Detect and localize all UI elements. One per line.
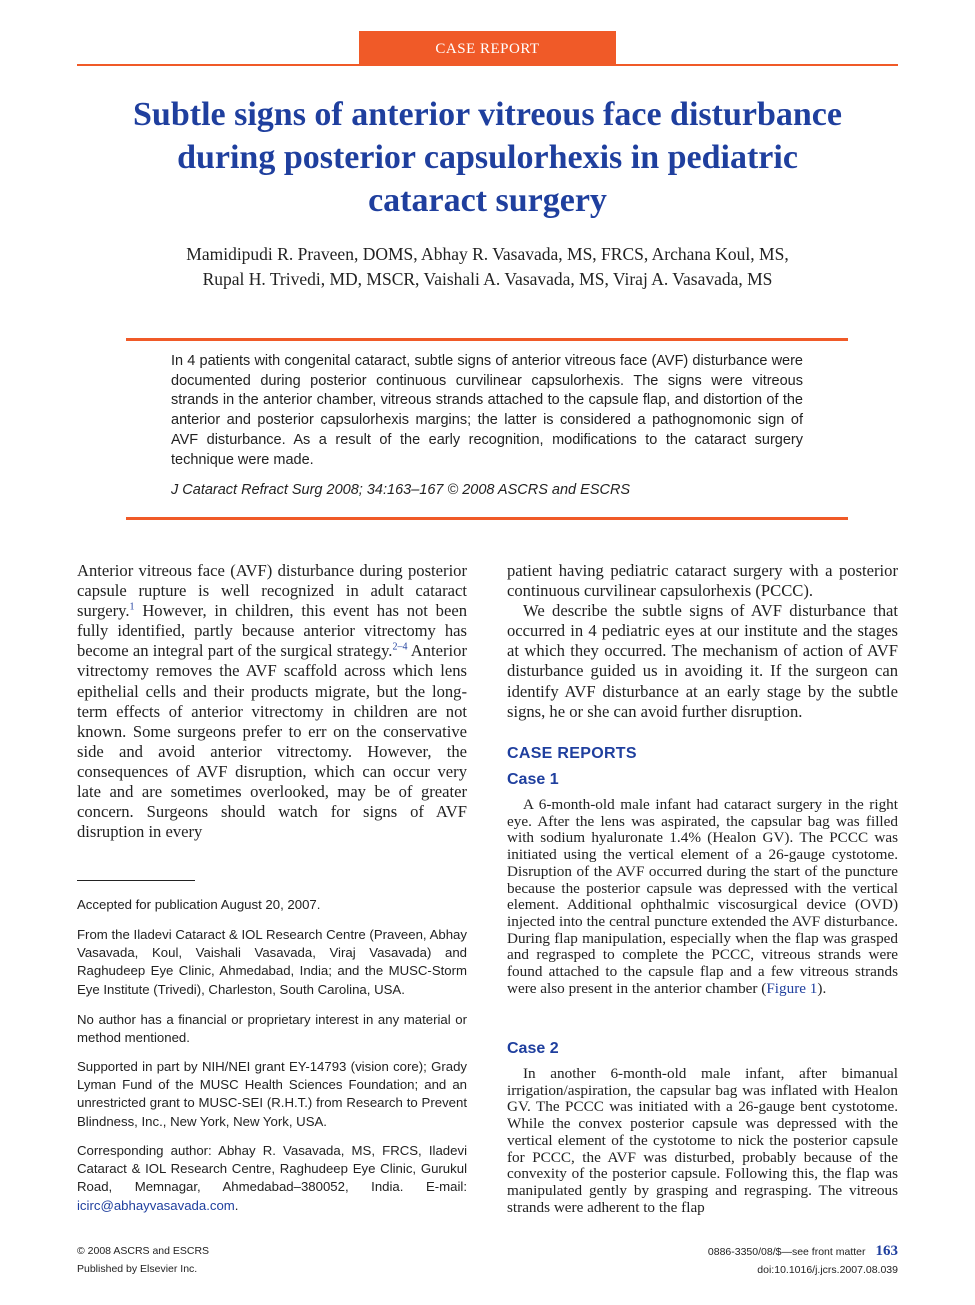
case1-text [507,797,898,997]
title-line: cataract surgery [368,182,607,219]
authors-line: Rupal H. Trivedi, MD, MSCR, Vaishali A. Vasavada, MS, Viraj A. Vasavada, MS [202,269,773,289]
author-list [90,242,885,292]
body-text: However, in children, this event has not been fully identified, partly because anterior vitrectomy has become an integral part of the surgical strategy. [77,601,467,661]
footnote-accepted: Accepted for publication August 20, 2007. [77,897,321,912]
header-rule [77,64,898,66]
title-line: Subtle signs of anterior vitreous face disturbance [133,96,842,133]
abstract-text: In 4 patients with congenital cataract, subtle signs of anterior vitreous face (AVF) disturbance were documented during posterior continuous curvilinear capsulorhexis. The signs were vitreous strands in the anterior chamber, vitreous strands attached to the capsule flap, and distortion of the anterior and posterior capsulorhexis margins; the latter is considered a pathognomonic sign of AVF disturbance. As a result of the early recognition, modifications to the cataract surgery technique were made. [171,353,803,468]
case1-end: ). [817,979,827,997]
correspondence-text: Corresponding author: Abhay R. Vasavada, MS, FRCS, Iladevi Cataract & IOL Research Centre, Raghudeep Eye Clinic, Gurukul Road, Memnagar, Ahmedabad–380052, India. E-mail: [77,1143,467,1195]
footer-right [708,1242,898,1279]
footnote-interest: No author has a financial or proprietary interest in any material or method mentioned. [77,1012,467,1046]
abstract-top-rule [126,338,848,341]
authors-line: Mamidipudi R. Praveen, DOMS, Abhay R. Vasavada, MS, FRCS, Archana Koul, MS, [186,244,789,264]
body-text: Anterior vitrectomy removes the AVF scaffold across which lens epithelial cells and their products migrate, but the long-term effects of anterior vitrectomy in children are not known. Some surgeons prefer to err on the conservative side and avoid anterior vitrectomy. However, the consequences of AVF disruption, which can occur very late and are sometimes overlooked, may be of greater concern. Surgeons should watch for signs of AVF disruption in every [77,641,467,842]
email-link[interactable]: icirc@abhayvasavada.com [77,1197,235,1213]
page-number: 163 [875,1243,898,1259]
footnote-support: Supported in part by NIH/NEI grant EY-14793 (vision core); Grady Lyman Fund of the MUSC Health Sciences Foundation; and an unrestricted grant to MUSC-SEI (R.H.T.) from Research to Prevent Blindness, Inc., New York, New York, USA. [77,1059,467,1129]
case1-body: A 6-month-old male infant had cataract surgery in the right eye. After the lens was aspirated, the capsular bag was filled with sodium hyaluronate 1.4% (Healon GV). The PCCC was initiated using the vertical element of a 26-gauge cystotome. Disruption of the AVF occurred during the start of the puncture because the posterior capsule was depressed with the vertical element. Additional ophthalmic viscosurgical device (OVD) injected into the central puncture extended the AVF disturbance. During flap manipulation, especially when the flap was grasped and regrasped to complete the PCCC, vitreous strands were found attached to the capsule flap and a few vitreous strands were also present in the anterior chamber ( [507,796,898,997]
case-reports-heading: CASE REPORTS [507,745,637,762]
correspondence-end: . [234,1197,239,1213]
abstract-citation: J Cataract Refract Surg 2008; 34:163–167 © 2008 ASCRS and ESCRS [171,482,631,498]
abstract-bottom-rule [126,517,848,520]
case2-heading: Case 2 [507,1040,559,1057]
footer-publisher: Published by Elsevier Inc. [77,1263,198,1275]
body-paragraph: patient having pediatric cataract surgery with a posterior continuous curvilinear capsulorhexis (PCCC). [507,561,898,601]
reference-link[interactable]: 2–4 [392,641,408,653]
footnote-rule [77,880,195,881]
right-column-intro [507,561,898,722]
reference-link[interactable]: 1 [129,601,135,613]
title-line: during posterior capsulorhexis in pediatric [177,139,798,176]
case1-heading: Case 1 [507,771,559,788]
article-title [60,93,915,222]
body-paragraph: We describe the subtle signs of AVF disturbance that occurred in 4 pediatric eyes at our institute and the stages at which they occurred. The mechanism of action of AVF disturbance guided us in avoiding it. If the surgeon can identify AVF disturbance at an early stage by the subtle signs, he or she can avoid further disruption. [507,601,898,721]
left-column-body [77,561,467,842]
footer-left [77,1242,209,1278]
footer-issn: 0886-3350/08/$—see front matter [707,1246,866,1258]
footnote-correspondence [77,1142,467,1215]
figure1-link[interactable]: Figure 1 [766,979,818,997]
footnote-affiliation: From the Iladevi Cataract & IOL Research Centre (Praveen, Abhay Vasavada, Koul, Vaishali Vasavada, Viraj Vasavada) and Raghudeep Eye Clinic, Ahmedabad, India; and the MUSC-Storm Eye Institute (Trivedi), Charleston, South Carolina, USA. [77,927,467,997]
body-text: Anterior vitreous face (AVF) disturbance during posterior capsule rupture is well recognized in adult cataract surgery. [77,561,467,621]
case2-text: In another 6-month-old male infant, after bimanual irrigation/aspiration, the capsular bag was inflated with Healon GV. The PCCC was initiated with a 26-gauge bent cystotome. While the convex posterior capsule was depressed with the vertical element of the cystotome to nick the posterior capsule for PCCC, the AVF was disturbed, probably because of the convexity of the posterior capsule. Following this, the flap was manipulated gently by grasping and regrasping. The vitreous strands were adherent to the flap [507,1065,898,1216]
footer-copyright: © 2008 ASCRS and ESCRS [77,1245,210,1257]
section-tag: CASE REPORT [359,31,616,65]
section-header [77,30,898,68]
footer-doi: doi:10.1016/j.jcrs.2007.08.039 [757,1264,898,1276]
